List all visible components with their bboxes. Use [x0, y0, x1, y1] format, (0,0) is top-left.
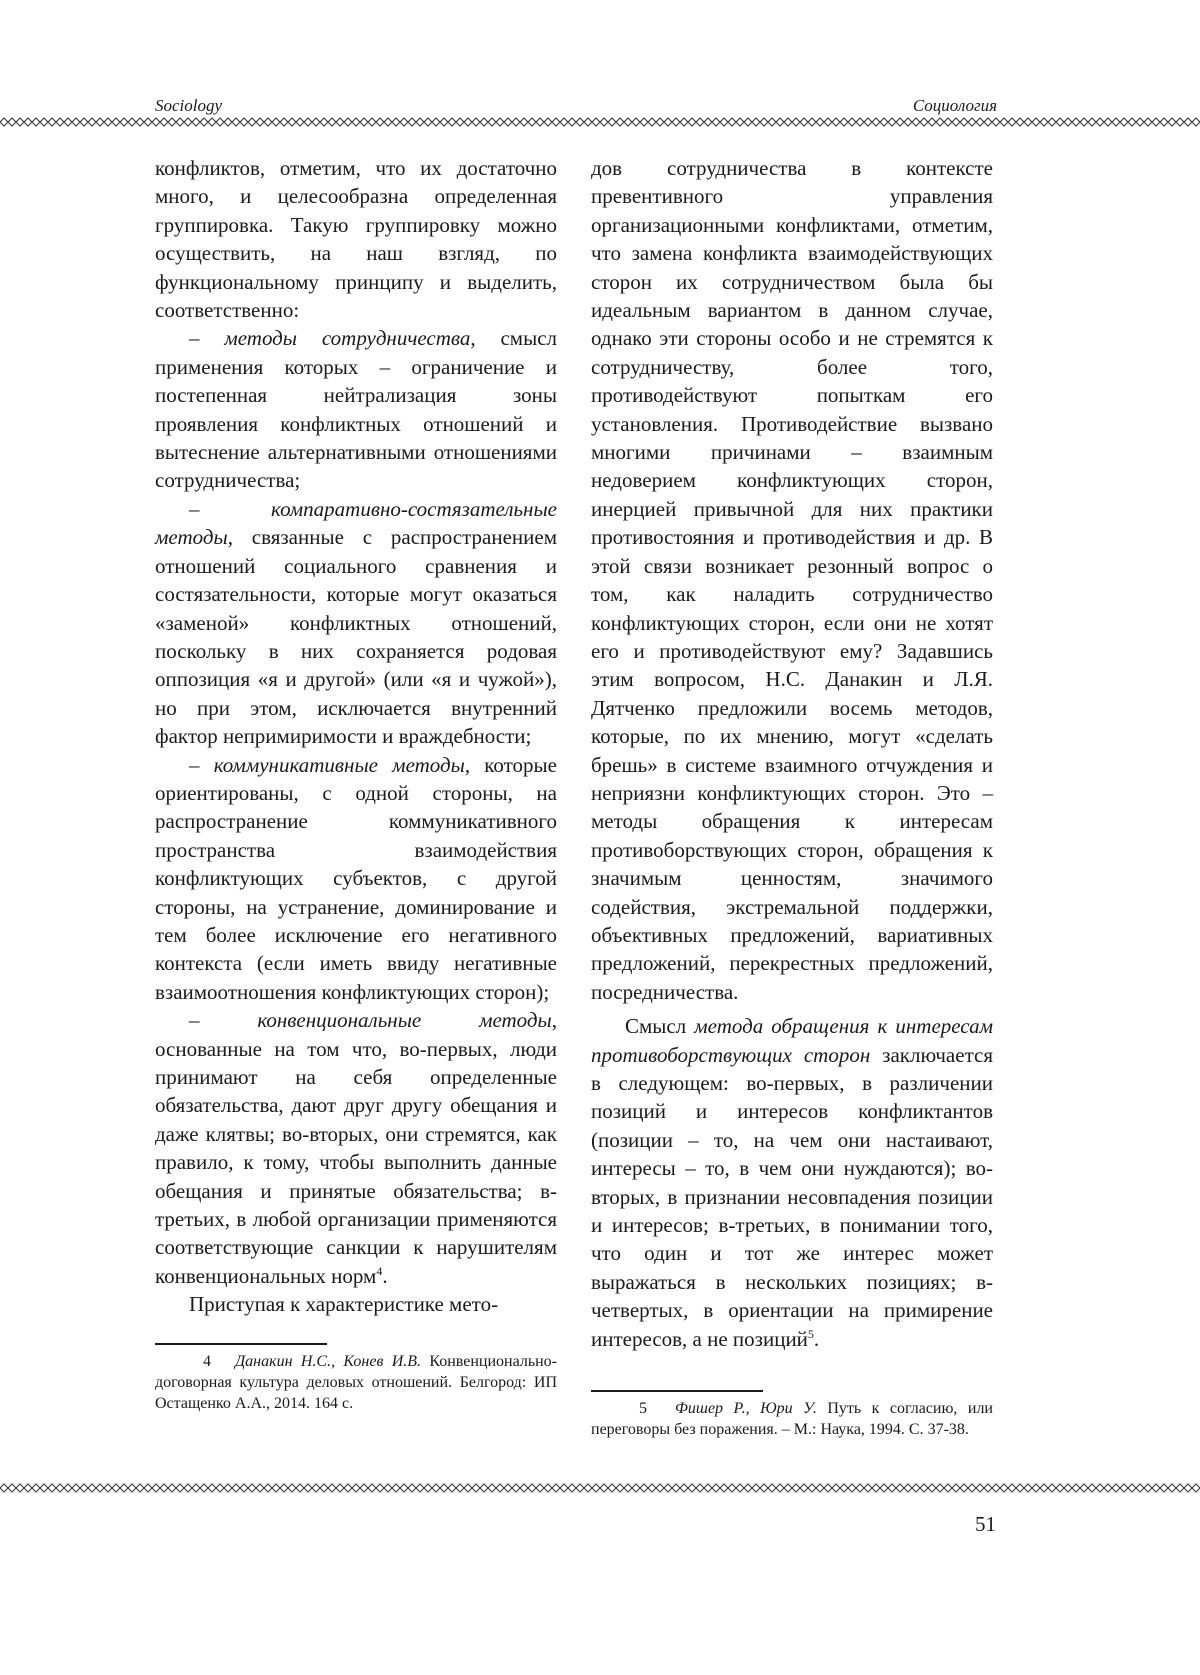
footnote-rule-right	[591, 1390, 763, 1392]
header-journal-en: Sociology	[155, 96, 223, 115]
footnote-4-number: 4	[203, 1353, 211, 1370]
bottom-ornament-border	[0, 1482, 1200, 1494]
left-column	[155, 154, 557, 1319]
footnote-ref-4[interactable]: 4	[376, 1263, 383, 1278]
footnote-5	[591, 1398, 993, 1440]
top-ornament-border	[0, 116, 1200, 128]
header-journal-ru: Социология	[912, 96, 997, 115]
left-paragraph-2: – методы сотрудничества, смысл применения которых – ограничение и постепенная нейтрализация зоны проявления конфликтных отношений и вытеснение альтернативными отношениями сотрудничества;	[155, 326, 557, 493]
term-communicative-methods: коммуникативные методы	[213, 752, 465, 777]
term-conventional-methods: конвенциональные методы	[257, 1008, 552, 1033]
term-cooperation-methods: методы сотрудничества	[224, 326, 471, 351]
left-paragraph-3: – компаративно-состязательные методы, связанные с распространением отношений социального сравнения и состязательности, которые могут оказаться «заменой» конфликтных отношений, поскольку в них сохраняется родовая оппозиция «я и другой» (или «я и чужой»), но при этом, исключается внутренний фактор непримиримости и враждебности;	[155, 496, 557, 749]
footnote-4	[155, 1351, 557, 1414]
footnote-ref-5[interactable]: 5	[807, 1326, 814, 1341]
footnote-5-text: Путь к согласию, или переговоры без поражения. – М.: Наука, 1994. С. 37-38.	[591, 1400, 993, 1438]
left-paragraph-4: – коммуникативные методы, которые ориентированы, с одной стороны, на распространение коммуникативного пространства взаимодействия конфликтующих субъектов, с другой стороны, на устранение, доминирование и тем более исключение его негативного контекста (если иметь ввиду негативные взаимоотношения конфликтующих сторон);	[155, 752, 557, 1004]
term-comparative-methods: компаративно-состязательные методы	[155, 496, 557, 550]
footnote-5-number: 5	[639, 1400, 647, 1417]
right-paragraph-1: дов сотрудничества в контексте превентивного управления организационными конфликтами, отметим, что замена конфликта взаимодействующих сторон их сотрудничеством была бы идеальным вариантом в данном случае, однако эти стороны особо и не стремятся к сотрудничеству, более того, противодействуют попыткам его установления. Противодействие вызвано многими причинами – взаимным недоверием конфликтующих сторон, инерцией привычной для них практики противостояния и противодействия и др. В этой связи возникает резонный вопрос о том, как наладить сотрудничество конфликтующих сторон, если они не хотят его и противодействуют ему? Задавшись этим вопросом, Н.С. Данакин и Л.Я. Дятченко предложили восемь методов, которые, по их мнению, могут «сделать брешь» в системе взаимного отчуждения и неприязни конфликтующих сторон. Это – методы обращения к интересам противоборствующих сторон, обращения к значимым ценностям, значимого содействия, экстремальной поддержки, объективных предложений, вариативных предложений, перекрестных предложений, посредничества.	[591, 156, 993, 1004]
left-paragraph-5: – конвенциональные методы, основанные на том что, во-первых, люди принимают на себя определенные обязательства, дают друг другу обещания и даже клятвы; во-вторых, они стремятся, как правило, к тому, чтобы выполнить данные обещания и принятые обязательства; в-третьих, в любой организации применяются соответствующие санкции к нарушителям конвенциональных норм$^4$.	[155, 1008, 557, 1288]
footnote-5-authors: Фишер Р., Юри У.	[675, 1400, 817, 1417]
left-paragraph-6: Приступая к характеристике мето-	[189, 1292, 499, 1317]
right-column	[591, 154, 993, 1353]
right-paragraph-2: Смысл метода обращения к интересам противоборствующих сторон заключается в следующем: во-первых, в различении позиций и интересов конфликтантов (позиции – то, на чем они настаивают, интересы – то, в чем они нуждаются); во-вторых, в признании несовпадения позиции и интересов; в-третьих, в понимании того, что один и тот же интерес может выражаться в нескольких позициях; в-четвертых, в ориентации на примирение интересов, а не позиций$^5$.	[591, 1014, 993, 1351]
footnote-4-authors: Данакин Н.С., Конев И.В.	[235, 1353, 422, 1370]
term-interest-method: метода обращения к интересам противоборствующих сторон	[591, 1014, 993, 1067]
page-number: 51	[975, 1512, 996, 1536]
left-paragraph-1: конфликтов, отметим, что их достаточно много, и целесообразна определенная группировка. Такую группировку можно осуществить, на наш взгляд, по функциональному принципу и выделить, соответственно:	[155, 156, 557, 323]
footnote-4-text: Конвенционально-договорная культура деловых отношений. Белгород: ИП Остащенко А.А., 2014. 164 с.	[155, 1353, 558, 1412]
footnote-rule-left	[155, 1343, 327, 1345]
